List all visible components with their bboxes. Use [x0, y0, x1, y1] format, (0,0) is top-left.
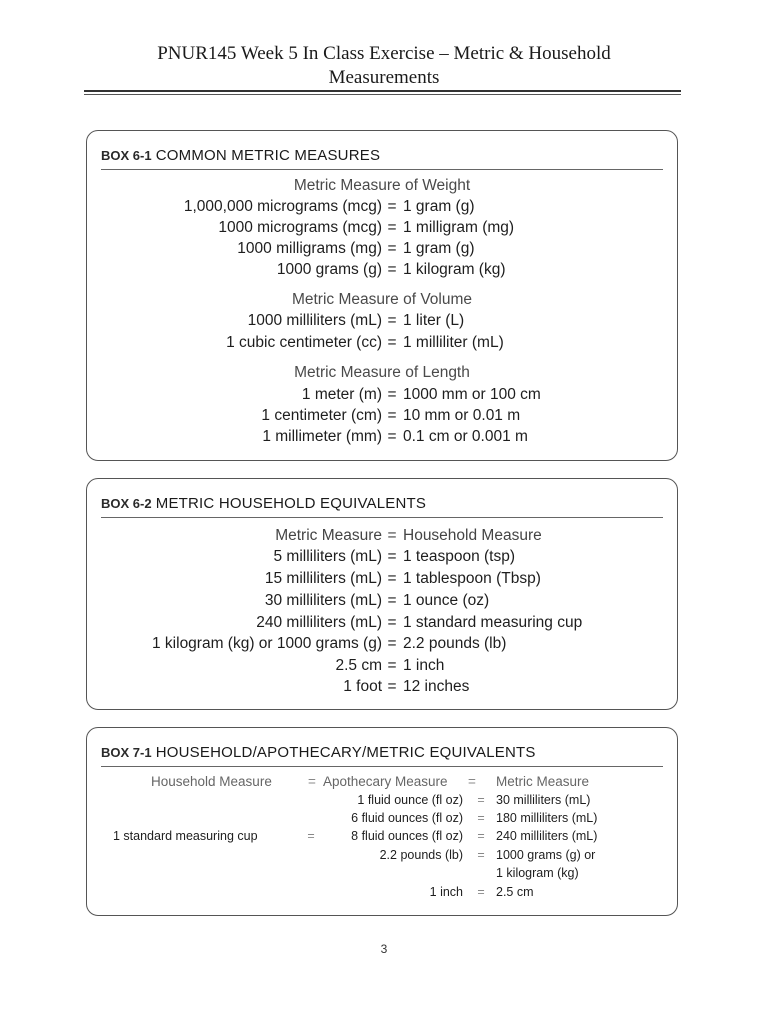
- row-lhs: 5 milliliters (mL): [273, 548, 382, 565]
- apothecary-cell: 1 inch: [429, 885, 463, 899]
- row-rhs: 1 milligram (mg): [403, 219, 515, 236]
- row-rhs: 1000 mm or 100 cm: [403, 386, 541, 403]
- equals-sign: =: [387, 312, 397, 329]
- box-6-1-header: [101, 145, 663, 170]
- weight-row: [87, 240, 677, 261]
- document-title-line-2: Measurements: [328, 67, 440, 88]
- equals-sign: =: [387, 570, 397, 587]
- length-row: [87, 407, 677, 428]
- metric-cell: 240 milliliters (mL): [496, 829, 598, 843]
- equivalent-row: [87, 614, 677, 635]
- equals-sign: =: [308, 774, 316, 789]
- row-lhs: 30 milliliters (mL): [264, 592, 382, 609]
- row-rhs: 1 liter (L): [403, 312, 465, 329]
- box-6-1-common-metric-measures: [86, 130, 678, 461]
- equals-sign: =: [477, 848, 485, 862]
- weight-row: [87, 198, 677, 219]
- equals-sign: =: [387, 527, 397, 544]
- equals-sign: =: [387, 678, 397, 695]
- metric-cell: 180 milliliters (mL): [496, 811, 598, 825]
- box-6-1-title: COMMON METRIC MEASURES: [155, 147, 381, 164]
- volume-row: [87, 334, 677, 355]
- row-rhs: 1 teaspoon (tsp): [403, 548, 516, 565]
- equals-sign: =: [387, 548, 397, 565]
- document-title: [0, 42, 768, 90]
- equals-sign: =: [307, 829, 315, 843]
- row-rhs: 2.2 pounds (lb): [403, 635, 507, 652]
- equals-sign: =: [387, 592, 397, 609]
- equals-sign: =: [477, 811, 485, 825]
- row-lhs: 1000 milligrams (mg): [237, 240, 382, 257]
- row-rhs: 12 inches: [403, 678, 470, 695]
- box-6-2-column-heading: [87, 527, 677, 548]
- equals-sign: =: [387, 407, 397, 424]
- row-rhs: 0.1 cm or 0.001 m: [403, 428, 528, 445]
- box-7-1-header: [101, 742, 663, 767]
- row-rhs: 10 mm or 0.01 m: [403, 407, 521, 424]
- row-lhs: 15 milliliters (mL): [264, 570, 382, 587]
- row-lhs: 1 meter (m): [301, 386, 382, 403]
- title-divider: [84, 90, 681, 95]
- metric-cell-continued: 1 kilogram (kg): [496, 866, 579, 880]
- equals-sign: =: [477, 829, 485, 843]
- header-apothecary-measure: Apothecary Measure: [323, 774, 448, 789]
- row-rhs: 1 milliliter (mL): [403, 334, 504, 351]
- apothecary-cell: 8 fluid ounces (fl oz): [351, 829, 463, 843]
- metric-cell: 1000 grams (g) or: [496, 848, 596, 862]
- row-lhs: 1 foot: [343, 678, 382, 695]
- equivalent-row: [87, 548, 677, 569]
- row-rhs: 1 standard measuring cup: [403, 614, 583, 631]
- box-7-1-household-apothecary-metric-equivalents: [86, 727, 678, 916]
- length-row: [87, 386, 677, 407]
- row-lhs: 2.5 cm: [335, 657, 382, 674]
- equivalent-row: [87, 657, 677, 678]
- equals-sign: =: [477, 793, 485, 807]
- equals-sign: =: [468, 774, 476, 789]
- row-lhs: 1 cubic centimeter (cc): [226, 334, 382, 351]
- header-metric-measure: Metric Measure: [496, 774, 590, 789]
- equivalent-row: [87, 570, 677, 591]
- box-6-2-code: BOX 6-2: [101, 496, 152, 511]
- row-rhs: 1 tablespoon (Tbsp): [403, 570, 541, 587]
- row-lhs: 1000 milliliters (mL): [247, 312, 382, 329]
- household-cell: 1 standard measuring cup: [113, 829, 258, 843]
- heading-household-measure: Household Measure: [403, 527, 542, 544]
- volume-heading: Metric Measure of Volume: [291, 291, 473, 308]
- equivalent-row: [87, 592, 677, 613]
- row-rhs: 1 gram (g): [403, 198, 475, 215]
- equals-sign: =: [387, 614, 397, 631]
- apothecary-cell: 6 fluid ounces (fl oz): [351, 811, 463, 825]
- row-lhs: 1000 grams (g): [276, 261, 382, 278]
- equivalent-row: [87, 678, 677, 699]
- box-6-2-title: METRIC HOUSEHOLD EQUIVALENTS: [155, 495, 427, 512]
- volume-row: [87, 312, 677, 333]
- apothecary-cell: 1 fluid ounce (fl oz): [357, 793, 463, 807]
- row-lhs: 1 kilogram (kg) or 1000 grams (g): [152, 635, 382, 652]
- box-7-1-code: BOX 7-1: [101, 745, 152, 760]
- equals-sign: =: [477, 885, 485, 899]
- equals-sign: =: [387, 334, 397, 351]
- row-lhs: 1 centimeter (cm): [261, 407, 382, 424]
- metric-cell: 2.5 cm: [496, 885, 534, 899]
- length-row: [87, 428, 677, 449]
- equals-sign: =: [387, 261, 397, 278]
- equals-sign: =: [387, 219, 397, 236]
- box-6-2-metric-household-equivalents: [86, 478, 678, 710]
- row-lhs: 1000 micrograms (mcg): [218, 219, 382, 236]
- weight-heading: Metric Measure of Weight: [293, 177, 471, 194]
- metric-cell: 30 milliliters (mL): [496, 793, 591, 807]
- equals-sign: =: [387, 657, 397, 674]
- equals-sign: =: [387, 198, 397, 215]
- weight-row: [87, 261, 677, 282]
- length-heading: Metric Measure of Length: [294, 364, 470, 381]
- equals-sign: =: [387, 240, 397, 257]
- box-6-1-code: BOX 6-1: [101, 148, 152, 163]
- header-household-measure: Household Measure: [151, 774, 272, 789]
- apothecary-cell: 2.2 pounds (lb): [379, 848, 463, 862]
- row-rhs: 1 kilogram (kg): [403, 261, 506, 278]
- box-7-1-title: HOUSEHOLD/APOTHECARY/METRIC EQUIVALENTS: [155, 744, 536, 761]
- row-rhs: 1 ounce (oz): [403, 592, 490, 609]
- equals-sign: =: [387, 635, 397, 652]
- equivalent-row: [87, 635, 677, 656]
- heading-metric-measure: Metric Measure: [275, 527, 382, 544]
- weight-row: [87, 219, 677, 240]
- row-lhs: 1 millimeter (mm): [262, 428, 382, 445]
- document-title-line-1: PNUR145 Week 5 In Class Exercise – Metric & Household: [157, 43, 611, 64]
- row-rhs: 1 gram (g): [403, 240, 475, 257]
- box-6-2-header: [101, 493, 663, 518]
- equals-sign: =: [387, 386, 397, 403]
- page-number: 3: [380, 942, 388, 956]
- row-lhs: 1,000,000 micrograms (mcg): [183, 198, 382, 215]
- row-lhs: 240 milliliters (mL): [256, 614, 382, 631]
- equals-sign: =: [387, 428, 397, 445]
- row-rhs: 1 inch: [403, 657, 445, 674]
